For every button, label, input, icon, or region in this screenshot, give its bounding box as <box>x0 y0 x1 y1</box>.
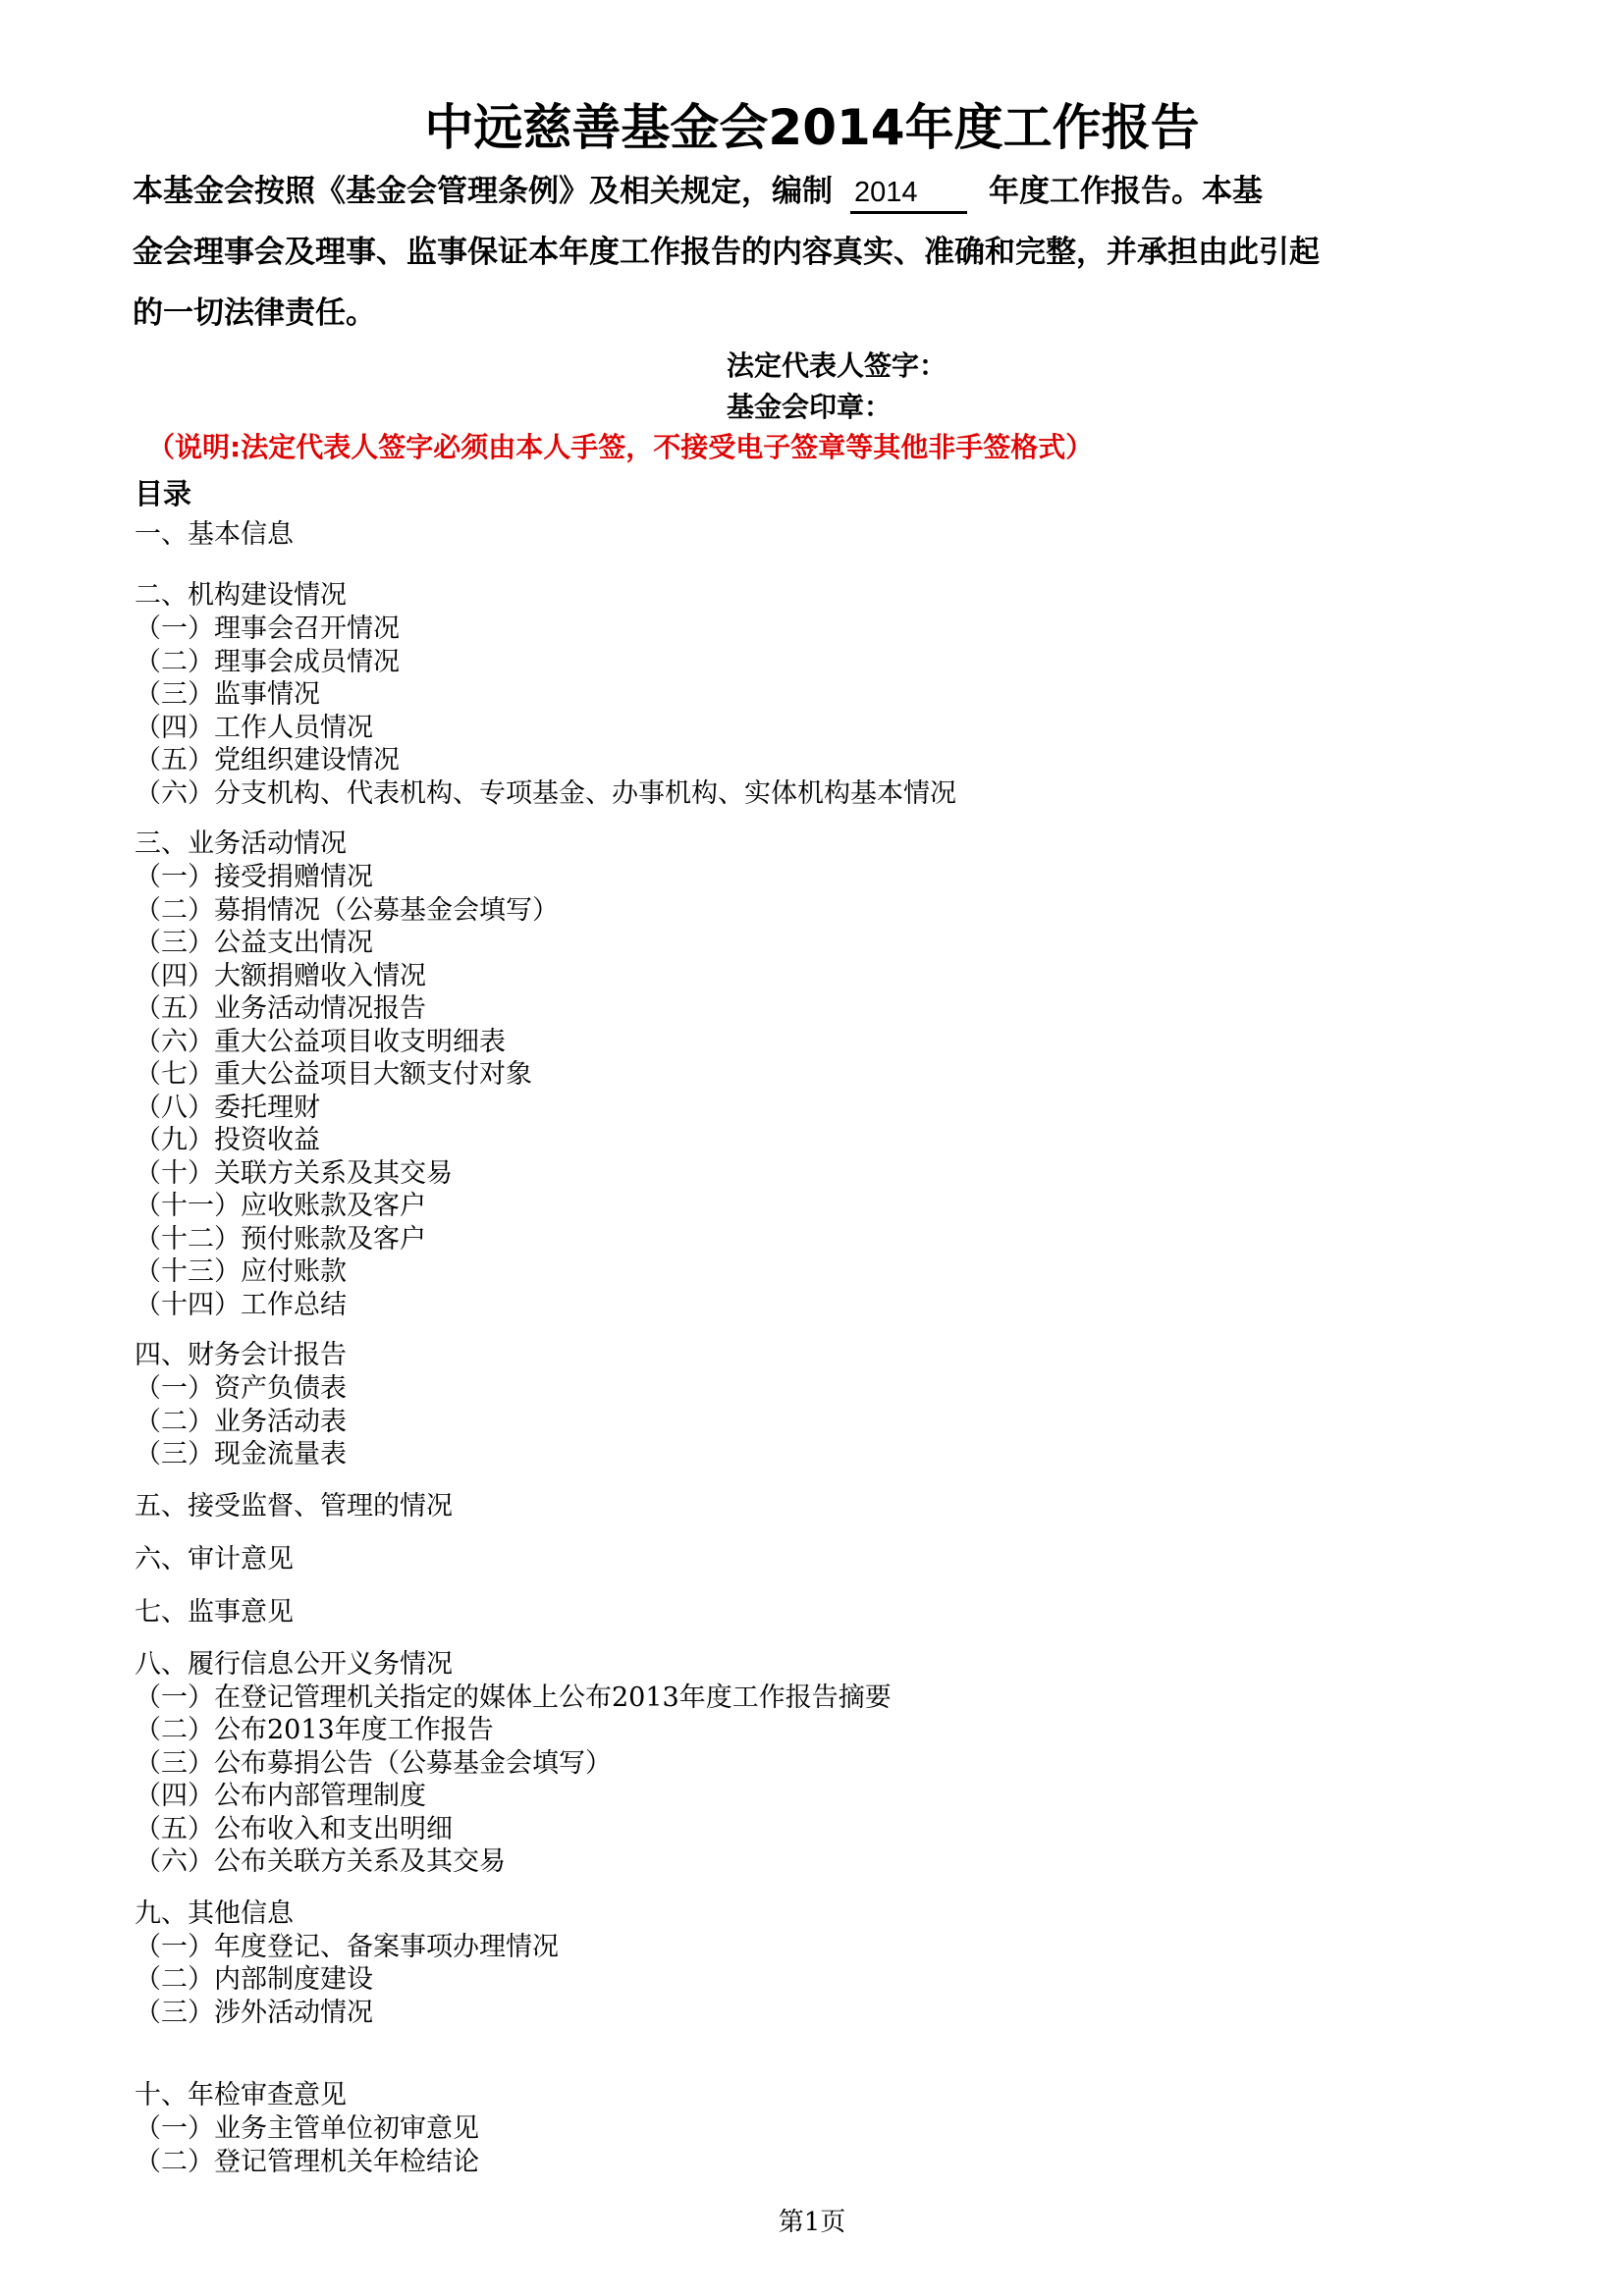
toc-heading: 十、年检审查意见 <box>135 2080 347 2110</box>
report-title: 中远慈善基金会2014年度工作报告 <box>424 99 1200 156</box>
toc-item: （三）涉外活动情况 <box>135 1997 373 2028</box>
toc-item: （三）监事情况 <box>135 679 320 710</box>
toc-item: （九）投资收益 <box>135 1125 320 1155</box>
toc-item: （五）党组织建设情况 <box>135 745 400 775</box>
toc-heading: 二、机构建设情况 <box>135 580 347 611</box>
toc-heading: 八、履行信息公开义务情况 <box>135 1648 453 1680</box>
toc-item: （二）募捐情况（公募基金会填写） <box>135 894 559 926</box>
table-of-contents <box>135 518 1411 2178</box>
toc-section <box>135 2079 1411 2178</box>
toc-heading: 六、审计意见 <box>135 1543 294 1575</box>
toc-item: （八）委托理财 <box>135 1092 320 1123</box>
toc-item: （三）公益支出情况 <box>135 928 373 958</box>
signature-note: （说明:法定代表人签字必须由本人手签，不接受电子签章等其他非手签格式） <box>147 431 1094 463</box>
toc-section <box>135 1490 1411 1523</box>
seal-label: 基金会印章： <box>727 391 893 423</box>
legal-rep-signature-label: 法定代表人签字： <box>727 349 947 382</box>
toc-item: （六）重大公益项目收支明细表 <box>135 1026 506 1057</box>
toc-section <box>135 1543 1411 1576</box>
page-number: 第1页 <box>778 2208 846 2237</box>
toc-item: （四）公布内部管理制度 <box>135 1781 426 1811</box>
toc-section <box>135 1339 1411 1471</box>
intro-line-2: 金会理事会及理事、监事保证本年度工作报告的内容真实、准确和完整，并承担由此引起 <box>133 235 1320 270</box>
toc-heading: 四、财务会计报告 <box>135 1340 347 1370</box>
toc-item: （七）重大公益项目大额支付对象 <box>135 1059 532 1090</box>
toc-item: （十三）应付账款 <box>135 1256 347 1287</box>
intro-line-1-before: 本基金会按照《基金会管理条例》及相关规定，编制 <box>133 174 833 209</box>
intro-line-3: 的一切法律责任。 <box>133 295 376 331</box>
toc-item: （二）公布2013年度工作报告 <box>135 1715 494 1745</box>
toc-item: （五）业务活动情况报告 <box>135 993 426 1024</box>
toc-item: （三）现金流量表 <box>135 1439 347 1469</box>
toc-section <box>135 1897 1411 2030</box>
toc-item: （四）工作人员情况 <box>135 712 373 743</box>
toc-section <box>135 518 1411 552</box>
toc-item: （二）理事会成员情况 <box>135 646 400 677</box>
toc-heading: 三、业务活动情况 <box>135 828 347 859</box>
toc-heading: 一、基本信息 <box>135 519 294 550</box>
toc-section <box>135 828 1411 1321</box>
toc-item: （一）理事会召开情况 <box>135 614 400 644</box>
toc-item: （二）内部制度建设 <box>135 1964 373 1995</box>
toc-section <box>135 579 1411 810</box>
toc-item: （一）年度登记、备案事项办理情况 <box>135 1931 559 1962</box>
toc-item: （四）大额捐赠收入情况 <box>135 960 426 991</box>
toc-item: （一）业务主管单位初审意见 <box>135 2113 479 2144</box>
toc-item: （十四）工作总结 <box>135 1289 347 1320</box>
toc-item: （一）资产负债表 <box>135 1373 347 1404</box>
toc-item: （二）业务活动表 <box>135 1406 347 1437</box>
intro-line-1 <box>133 161 1497 222</box>
toc-item: （十一）应收账款及客户 <box>135 1191 426 1221</box>
intro-line-1-after: 年度工作报告。本基 <box>989 174 1263 209</box>
toc-heading: 九、其他信息 <box>135 1897 294 1929</box>
toc-item: （六）分支机构、代表机构、专项基金、办事机构、实体机构基本情况 <box>135 777 956 809</box>
toc-heading: 七、监事意见 <box>135 1596 294 1628</box>
year-field: 2014 <box>850 174 967 214</box>
toc-item: （五）公布收入和支出明细 <box>135 1813 453 1844</box>
toc-title: 目录 <box>135 477 192 510</box>
toc-item: （一）在登记管理机关指定的媒体上公布2013年度工作报告摘要 <box>135 1682 892 1713</box>
toc-heading: 五、接受监督、管理的情况 <box>135 1490 453 1522</box>
toc-section <box>135 1596 1411 1629</box>
toc-item: （十二）预付账款及客户 <box>135 1223 426 1255</box>
toc-item: （六）公布关联方关系及其交易 <box>135 1846 506 1877</box>
toc-item: （十）关联方关系及其交易 <box>135 1157 453 1189</box>
toc-item: （一）接受捐赠情况 <box>135 862 373 892</box>
toc-item: （二）登记管理机关年检结论 <box>135 2146 479 2177</box>
toc-item: （三）公布募捐公告（公募基金会填写） <box>135 1747 612 1779</box>
toc-section <box>135 1648 1411 1879</box>
